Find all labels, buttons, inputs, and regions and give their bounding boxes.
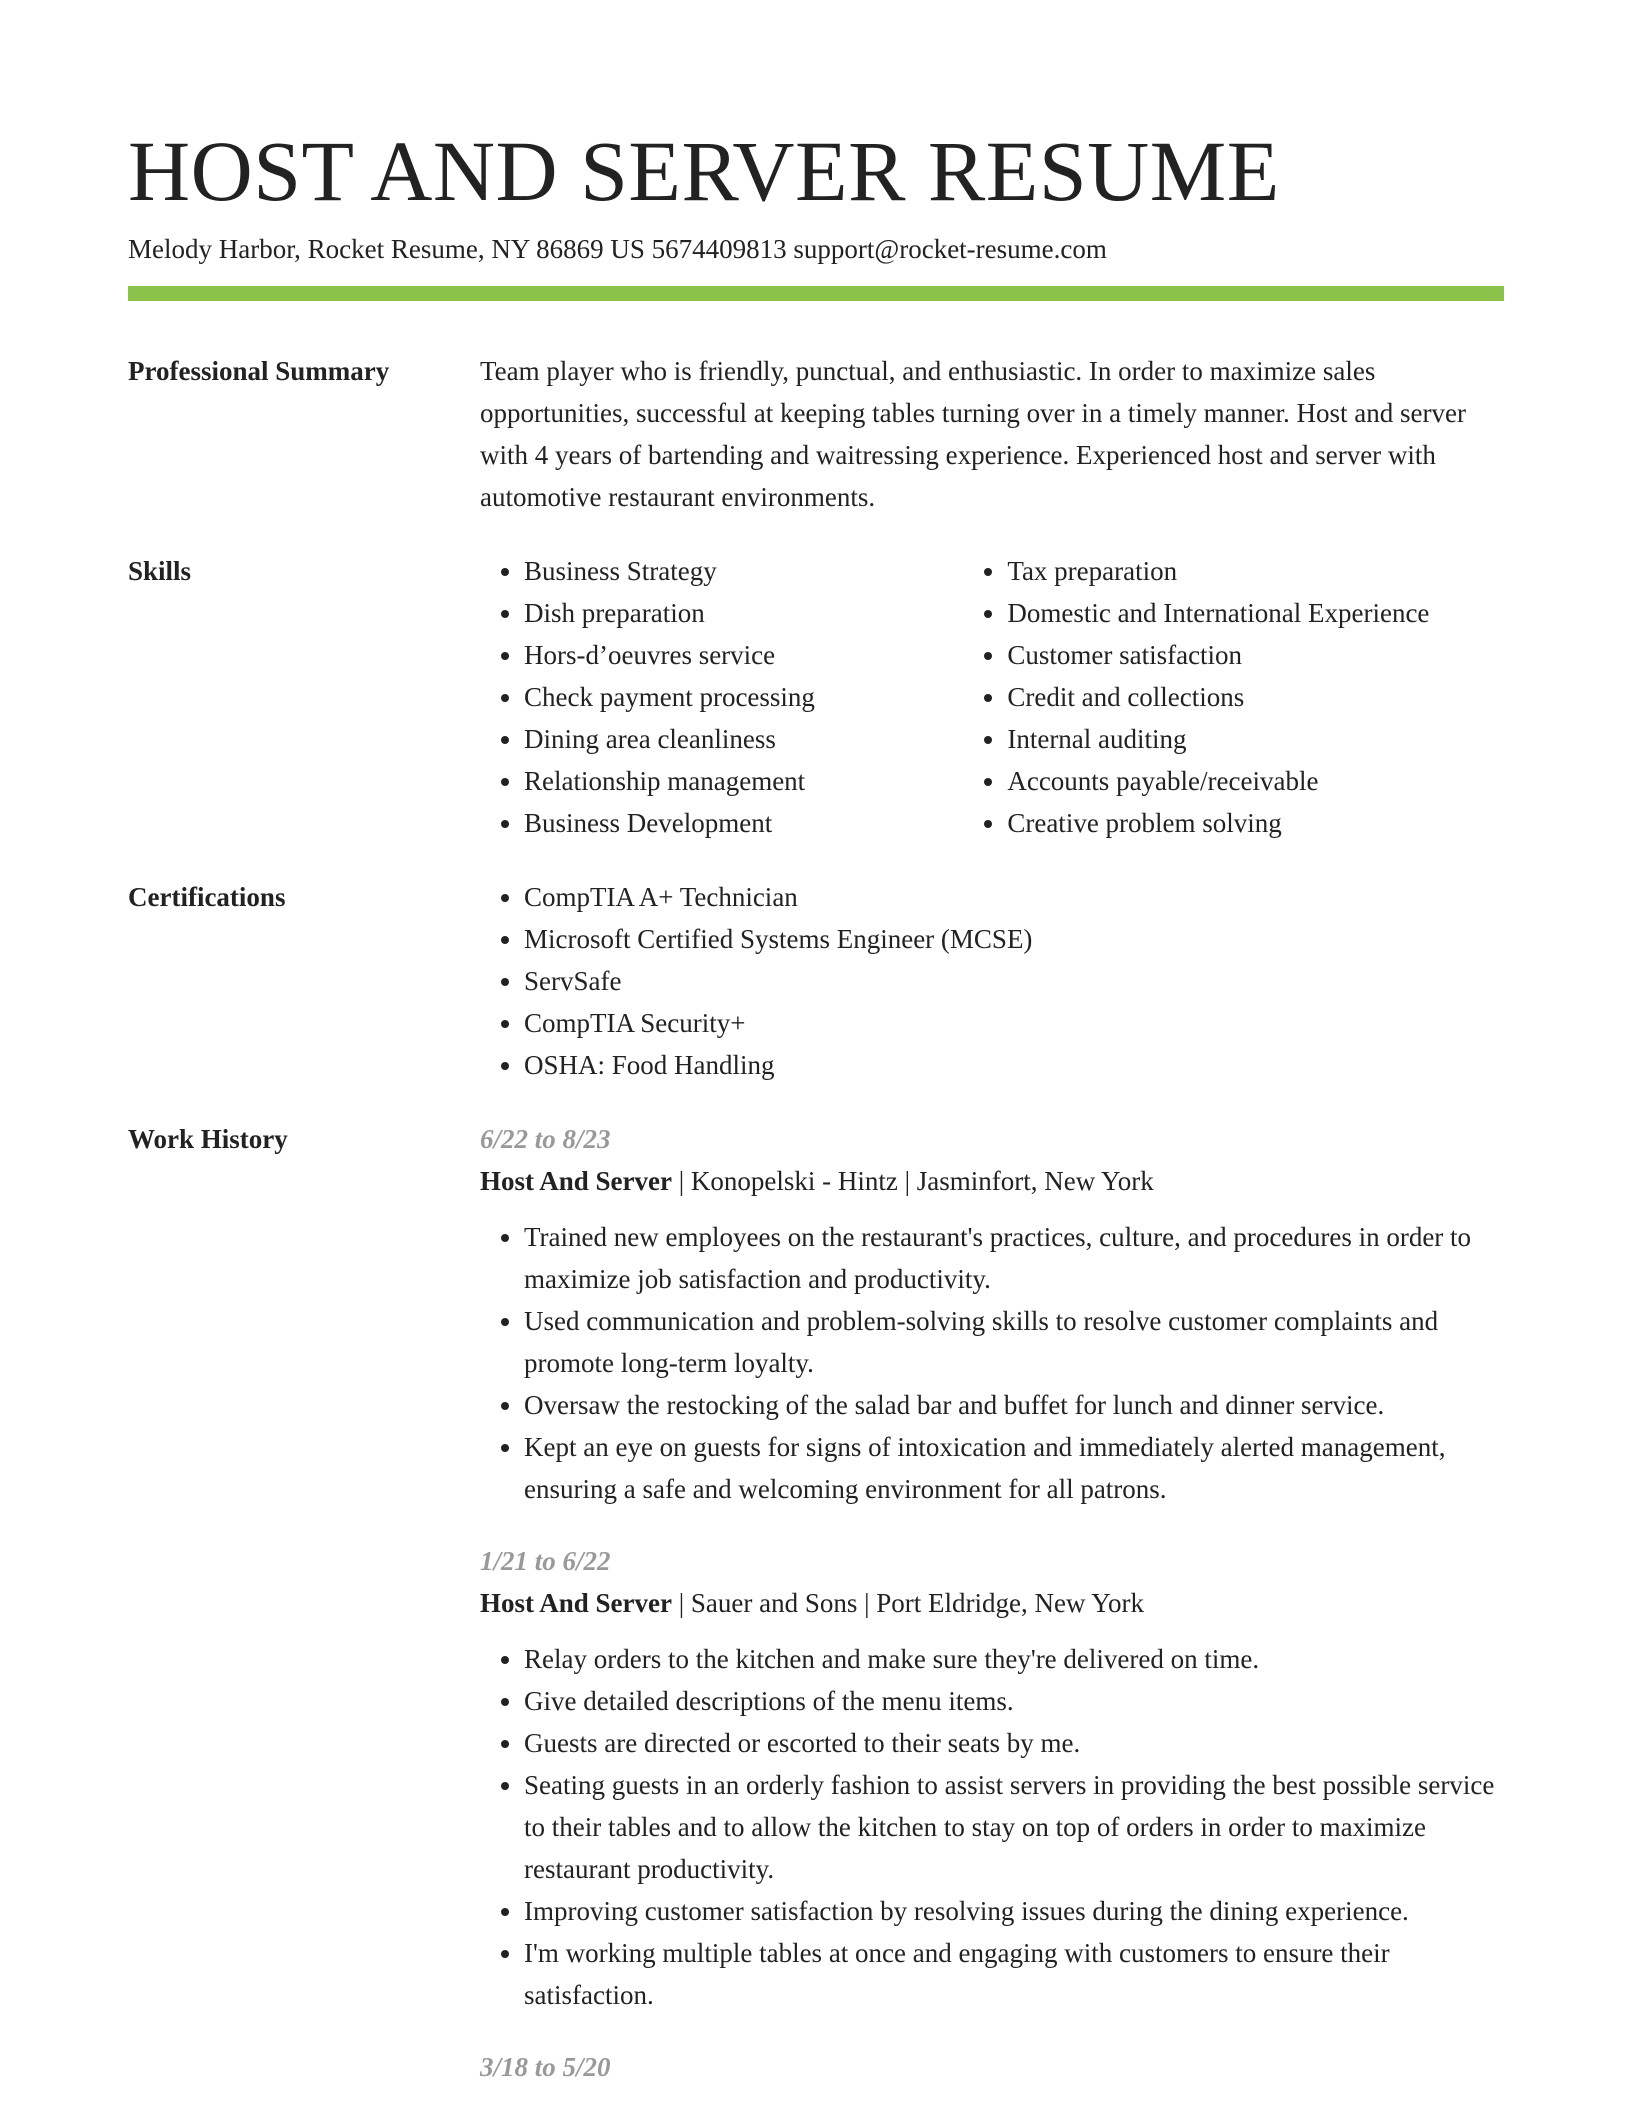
skill-item: • Business Development: [524, 802, 963, 844]
job-bullets: [480, 1216, 1504, 1510]
job-bullets: [480, 1638, 1504, 2016]
job-employer-location: | Sauer and Sons | Port Eldridge, New York: [672, 1588, 1145, 1618]
job-bullet: • Guests are directed or escorted to their seats by me.: [524, 1722, 1504, 1764]
resume-title: HOST AND SERVER RESUME: [128, 123, 1280, 219]
job-heading: [480, 1160, 1504, 1202]
job-employer-location: | Konopelski - Hintz | Jasminfort, New York: [672, 1166, 1154, 1196]
skills-content: [480, 550, 1504, 844]
job-bullet: • Used communication and problem-solving skills to resolve customer complaints and promote long-term loyalty.: [524, 1300, 1504, 1384]
contact-line: Melody Harbor, Rocket Resume, NY 86869 US 5674409813 support@rocket-resume.com: [128, 234, 1107, 264]
job-bullet: • Trained new employees on the restaurant's practices, culture, and procedures in order to maximize job satisfaction and productivity.: [524, 1216, 1504, 1300]
skill-item: • Creative problem solving: [1007, 802, 1504, 844]
job-dates: 3/18 to 5/20: [480, 2052, 611, 2082]
certification-item: • CompTIA Security+: [524, 1002, 1504, 1044]
section-label-summary: Professional Summary: [128, 356, 390, 386]
job-title: Host And Server: [480, 1588, 672, 1618]
job-dates: 1/21 to 6/22: [480, 1546, 611, 1576]
certification-item: • CompTIA A+ Technician: [524, 876, 1504, 918]
summary-content: [480, 350, 1504, 518]
skills-list-right: [963, 550, 1504, 844]
summary-text: Team player who is friendly, punctual, and enthusiastic. In order to maximize sales opportunities, successful at keeping tables turning over in a timely manner. Host and server with 4 years of bartending and waitressing experience. Experienced host and server with automotive restaurant environments.: [480, 356, 1467, 512]
job-bullet: • Give detailed descriptions of the menu items.: [524, 1680, 1504, 1722]
certification-item: • OSHA: Food Handling: [524, 1044, 1504, 1086]
skill-item: • Credit and collections: [1007, 676, 1504, 718]
job-bullet: • I'm working multiple tables at once and engaging with customers to ensure their satisfaction.: [524, 1932, 1504, 2016]
job-dates: 6/22 to 8/23: [480, 1124, 611, 1154]
accent-rule: [128, 286, 1504, 301]
job-bullet: • Seating guests in an orderly fashion to assist servers in providing the best possible service to their tables and to allow the kitchen to stay on top of orders in order to maximize restaurant productivity.: [524, 1764, 1504, 1890]
certification-item: • Microsoft Certified Systems Engineer (MCSE): [524, 918, 1504, 960]
job-bullet: • Relay orders to the kitchen and make sure they're delivered on time.: [524, 1638, 1504, 1680]
skill-item: • Dish preparation: [524, 592, 963, 634]
job-bullet: • Kept an eye on guests for signs of intoxication and immediately alerted management, ensuring a safe and welcoming environment for all patrons.: [524, 1426, 1504, 1510]
skill-item: • Domestic and International Experience: [1007, 592, 1504, 634]
work-history-content: [480, 1118, 1504, 2118]
job-bullet: • Oversaw the restocking of the salad bar and buffet for lunch and dinner service.: [524, 1384, 1504, 1426]
section-label-work-history: Work History: [128, 1124, 288, 1154]
section-label-skills: Skills: [128, 556, 192, 586]
skill-item: • Tax preparation: [1007, 550, 1504, 592]
job-title: Host And Server: [480, 1166, 672, 1196]
skill-item: • Relationship management: [524, 760, 963, 802]
job-bullet: • Improving customer satisfaction by resolving issues during the dining experience.: [524, 1890, 1504, 1932]
job-entry: [480, 1118, 1504, 1510]
skill-item: • Internal auditing: [1007, 718, 1504, 760]
skills-list-left: [480, 550, 963, 844]
certifications-list: [480, 876, 1504, 1086]
skill-item: • Dining area cleanliness: [524, 718, 963, 760]
section-label-certifications: Certifications: [128, 882, 286, 912]
certification-item: • ServSafe: [524, 960, 1504, 1002]
skill-item: • Check payment processing: [524, 676, 963, 718]
job-heading: [480, 1582, 1504, 1624]
job-entry: [480, 1540, 1504, 2016]
skill-item: • Customer satisfaction: [1007, 634, 1504, 676]
skill-item: • Business Strategy: [524, 550, 963, 592]
certifications-content: [480, 876, 1504, 1086]
skill-item: • Accounts payable/receivable: [1007, 760, 1504, 802]
job-entry: [480, 2046, 1504, 2088]
skill-item: • Hors-d’oeuvres service: [524, 634, 963, 676]
